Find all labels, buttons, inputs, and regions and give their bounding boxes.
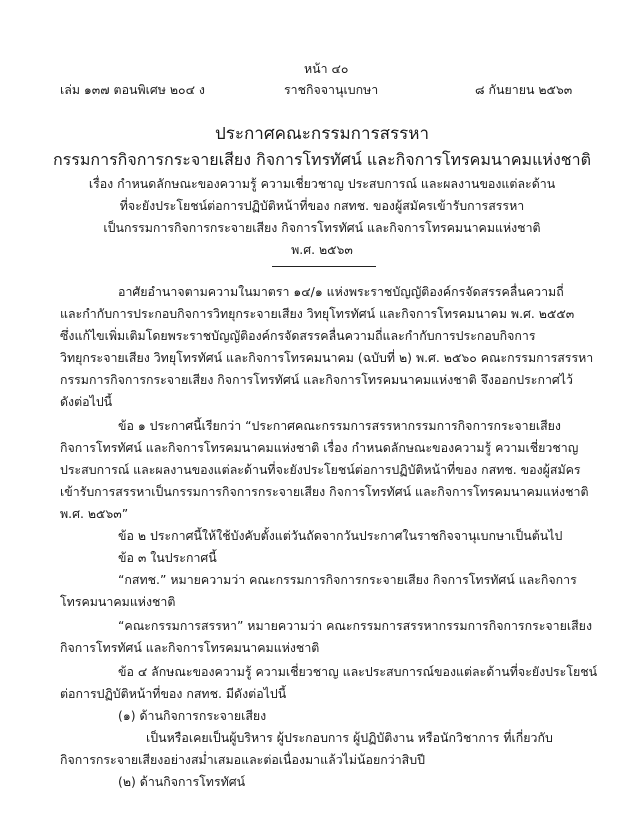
body-line: ดังต่อไปนี้: [60, 394, 113, 409]
clause-2: ข้อ ๒ ประกาศนี้ให้ใช้บังคับตั้งแต่วันถัดจากวันประกาศในราชกิจจานุเบกษาเป็นต้นไป: [118, 528, 563, 543]
clause-1: ข้อ ๑ ประกาศนี้เรียกว่า “ประกาศคณะกรรมการสรรหากรรมการกิจการกระจายเสียง: [118, 418, 561, 433]
gazette-name: ราชกิจจานุเบกษา: [284, 82, 379, 97]
clause-4: ข้อ ๔ ลักษณะของความรู้ ความเชี่ยวชาญ และประสบการณ์ของแต่ละด้านที่จะยังประโยชน์: [118, 664, 598, 679]
page-number: หน้า ๔๐: [304, 61, 349, 76]
definition-nbtc: “กสทช.” หมายความว่า คณะกรรมการกิจการกระจายเสียง กิจการโทรทัศน์ และกิจการ: [118, 572, 577, 587]
title-divider: [272, 266, 376, 267]
body-line: กิจการกระจายเสียงอย่างสม่ำเสมอและต่อเนื่องมาแล้วไม่น้อยกว่าสิบปี: [60, 752, 425, 767]
body-line: ประสบการณ์ และผลงานของแต่ละด้านที่จะยังประโยชน์ต่อการปฏิบัติหน้าที่ของ กสทช. ของผู้สมัคร: [60, 462, 581, 477]
item-1-heading: (๑) ด้านกิจการกระจายเสียง: [118, 708, 267, 723]
subject-line-3: เป็นกรรมการกิจการกระจายเสียง กิจการโทรทัศน์ และกิจการโทรคมนาคมแห่งชาติ: [103, 220, 541, 235]
body-line: กรรมการกิจการกระจายเสียง กิจการโทรทัศน์ และกิจการโทรคมนาคมแห่งชาติ จึงออกประกาศไว้: [60, 372, 573, 387]
announcement-year: พ.ศ. ๒๕๖๓: [291, 242, 353, 257]
item-1-text: เป็นหรือเคยเป็นผู้บริหาร ผู้ประกอบการ ผู้ปฏิบัติงาน หรือนักวิชาการ ที่เกี่ยวกับ: [146, 730, 553, 745]
body-line: ต่อการปฏิบัติหน้าที่ของ กสทช. มีดังต่อไปนี้: [60, 686, 287, 701]
body-line: กิจการโทรทัศน์ และกิจการโทรคมนาคมแห่งชาติ: [60, 640, 320, 655]
clause-3: ข้อ ๓ ในประกาศนี้: [118, 550, 217, 565]
item-2-heading: (๒) ด้านกิจการโทรทัศน์: [118, 774, 246, 789]
subject-line-1: เรื่อง กำหนดลักษณะของความรู้ ความเชี่ยวชาญ ประสบการณ์ และผลงานของแต่ละด้าน: [88, 176, 556, 191]
body-line: กิจการโทรทัศน์ และกิจการโทรคมนาคมแห่งชาติ เรื่อง กำหนดลักษณะของความรู้ ความเชี่ยวชาญ: [60, 440, 579, 455]
announcement-title: ประกาศคณะกรรมการสรรหา: [214, 124, 430, 144]
body-line: ซึ่งแก้ไขเพิ่มเติมโดยพระราชบัญญัติองค์กรจัดสรรคลื่นความถี่และกำกับการประกอบกิจการ: [60, 328, 536, 343]
body-line: อาศัยอำนาจตามความในมาตรา ๑๔/๑ แห่งพระราชบัญญัติองค์กรจัดสรรคลื่นความถี่: [118, 284, 564, 299]
body-line: วิทยุกระจายเสียง วิทยุโทรทัศน์ และกิจการโทรคมนาคม (ฉบับที่ ๒) พ.ศ. ๒๕๖๐ คณะกรรมการสรรหา: [60, 350, 594, 365]
subject-line-2: ที่จะยังประโยชน์ต่อการปฏิบัติหน้าที่ของ กสทช. ของผู้สมัครเข้ารับการสรรหา: [119, 198, 525, 213]
body-line: และกำกับการประกอบกิจการวิทยุกระจายเสียง วิทยุโทรทัศน์ และกิจการโทรคมนาคม พ.ศ. ๒๕๕๓: [60, 306, 575, 321]
volume-info: เล่ม ๑๓๗ ตอนพิเศษ ๒๐๔ ง: [60, 82, 205, 97]
body-line: โทรคมนาคมแห่งชาติ: [60, 594, 176, 609]
commission-name: กรรมการกิจการกระจายเสียง กิจการโทรทัศน์ และกิจการโทรคมนาคมแห่งชาติ: [52, 150, 592, 169]
body-line: พ.ศ. ๒๕๖๓”: [60, 506, 129, 521]
body-line: เข้ารับการสรรหาเป็นกรรมการกิจการกระจายเสียง กิจการโทรทัศน์ และกิจการโทรคมนาคมแห่งชาติ: [60, 484, 589, 499]
issue-date: ๘ กันยายน ๒๕๖๓: [475, 82, 573, 97]
definition-committee: “คณะกรรมการสรรหา” หมายความว่า คณะกรรมการสรรหากรรมการกิจการกระจายเสียง: [118, 618, 592, 633]
